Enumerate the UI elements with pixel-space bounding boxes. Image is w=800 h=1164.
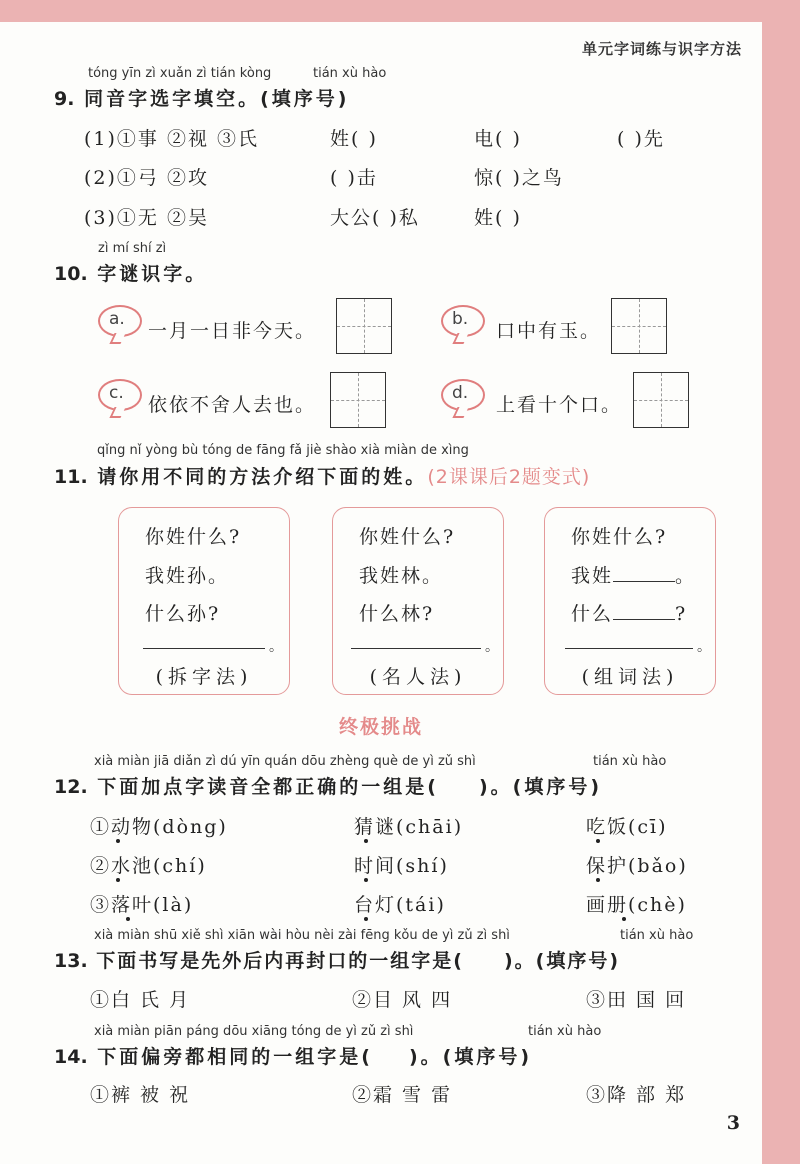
riddle-d-answer-grid[interactable] (633, 372, 689, 428)
q14-number: 14. (54, 1046, 88, 1068)
q12-dot-9 (622, 917, 626, 921)
card1-line1: 你姓什么? (145, 526, 242, 548)
q9-pinyin: tóng yīn zì xuǎn zì tián kòng (88, 66, 272, 81)
card3-end-mark: 。 (697, 639, 711, 655)
q12-r3c1: ③落叶(là) (90, 894, 194, 916)
q11-text: 请你用不同的方法介绍下面的姓。 (97, 466, 428, 488)
right-border (762, 0, 800, 1164)
q10-text: 字谜识字。 (97, 263, 208, 285)
q12-dot-7 (126, 917, 130, 921)
card3-method: (组词法) (581, 666, 679, 688)
q13-pinyin: xià miàn shū xiě shì xiān wài hòu nèi zài fēng kǒu de yì zǔ zì shì (94, 928, 510, 943)
q9-title (54, 84, 349, 111)
q13-option-1: ①白 氏 月 (90, 989, 191, 1011)
q13-text-a: 下面书写是先外后内再封口的一组字是( (96, 950, 464, 972)
riddle-a-answer-grid[interactable] (336, 298, 392, 354)
q11-number: 11. (54, 466, 88, 488)
q12-pinyin: xià miàn jiā diǎn zì dú yīn quán dōu zhèng què de yì zǔ shì (94, 754, 476, 769)
card3-line1: 你姓什么? (571, 526, 668, 548)
q9-row3-b[interactable]: 姓( ) (474, 207, 522, 229)
q13-number: 13. (54, 950, 88, 972)
card1-method: (拆字法) (155, 666, 253, 688)
riddle-b-answer-grid[interactable] (611, 298, 667, 354)
q13-option-2: ②目 风 四 (352, 989, 453, 1011)
riddle-d-text: 上看十个口。 (496, 394, 623, 416)
riddle-c-answer-grid[interactable] (330, 372, 386, 428)
q9-row2-options: (2)①弓 ②攻 (84, 167, 209, 189)
card3-line2 (571, 561, 696, 588)
q14-title (54, 1042, 532, 1069)
q12-r1c2: 猜谜(chāi) (354, 816, 464, 838)
card2-line3: 什么林? (359, 603, 435, 625)
card-split-method (118, 507, 290, 695)
riddle-c-bubble: c. (98, 379, 142, 411)
q12-dot-2 (364, 839, 368, 843)
card1-answer-line[interactable] (143, 648, 265, 649)
card3-line2-end: 。 (675, 565, 697, 587)
q12-r1c1: ①动物(dòng) (90, 816, 228, 838)
q13-text-b: )。(填序号) (503, 950, 621, 972)
q13-title (54, 946, 620, 973)
card1-end-mark: 。 (269, 639, 283, 655)
card3-line3 (571, 599, 687, 626)
q14-pinyin-b: tián xù hào (528, 1024, 602, 1039)
card3-line2-blank[interactable] (613, 563, 675, 582)
card3-line2-text: 我姓 (571, 565, 614, 587)
card2-end-mark: 。 (485, 639, 499, 655)
q9-row1-a[interactable]: 姓( ) (330, 128, 378, 150)
riddle-a-text: 一月一日非今天。 (148, 320, 317, 342)
q12-title (54, 772, 602, 799)
card3-line3-text: 什么 (571, 603, 614, 625)
chapter-header: 单元字词练与识字方法 (581, 40, 742, 58)
riddle-a-bubble: a. (98, 305, 142, 337)
q12-r3c2: 台灯(tái) (354, 894, 446, 916)
page-number: 3 (726, 1112, 740, 1134)
q12-dot-5 (364, 878, 368, 882)
q14-text-b: )。(填序号) (408, 1046, 533, 1068)
q12-text-a: 下面加点字读音全都正确的一组是( (97, 776, 439, 798)
q9-pinyin-b: tián xù hào (313, 66, 387, 81)
q12-dot-1 (116, 839, 120, 843)
card2-line2: 我姓林。 (359, 565, 444, 587)
q9-text: 同音字选字填空。(填序号) (84, 88, 350, 110)
q10-number: 10. (54, 263, 88, 285)
q14-option-1: ①裤 被 祝 (90, 1084, 191, 1106)
q10-title (54, 259, 207, 286)
q9-row1-c[interactable]: ( )先 (617, 128, 665, 150)
q9-number: 9. (54, 88, 75, 110)
q14-option-3: ③降 部 郑 (586, 1084, 687, 1106)
card3-line3-end: ? (675, 603, 688, 625)
q11-pinyin: qǐng nǐ yòng bù tóng de fāng fǎ jiè shào xià miàn de xìng (97, 443, 469, 458)
q12-dot-8 (364, 917, 368, 921)
q12-r2c2: 时间(shí) (354, 855, 449, 877)
q11-title (54, 462, 590, 489)
q14-pinyin: xià miàn piān páng dōu xiāng tóng de yì zǔ zì shì (94, 1024, 414, 1039)
q9-row2-b[interactable]: 惊( )之鸟 (474, 167, 564, 189)
q13-pinyin-b: tián xù hào (620, 928, 694, 943)
card3-line3-blank[interactable] (613, 601, 675, 620)
card1-line2: 我姓孙。 (145, 565, 230, 587)
card-famous-person-method (332, 507, 504, 695)
q9-row1-b[interactable]: 电( ) (474, 128, 522, 150)
card3-answer-line[interactable] (565, 648, 693, 649)
q12-dot-6 (596, 878, 600, 882)
q12-r1c3: 吃饭(cī) (586, 816, 668, 838)
q13-option-3: ③田 国 回 (586, 989, 687, 1011)
card1-line3: 什么孙? (145, 603, 221, 625)
q12-r2c1: ②水池(chí) (90, 855, 207, 877)
q12-dot-3 (596, 839, 600, 843)
riddle-b-bubble: b. (441, 305, 485, 337)
riddle-d-bubble: d. (441, 379, 485, 411)
q11-source: (2课课后2题变式) (427, 466, 591, 488)
card2-method: (名人法) (369, 666, 467, 688)
card-word-method (544, 507, 716, 695)
riddle-b-text: 口中有玉。 (496, 320, 602, 342)
q12-r2c3: 保护(bǎo) (586, 855, 688, 877)
card2-line1: 你姓什么? (359, 526, 456, 548)
q12-text-b: )。(填序号) (478, 776, 603, 798)
q9-row3-a[interactable]: 大公( )私 (330, 207, 420, 229)
q12-dot-4 (116, 878, 120, 882)
q10-pinyin: zì mí shí zì (98, 241, 167, 256)
q14-text-a: 下面偏旁都相同的一组字是( (97, 1046, 373, 1068)
q12-pinyin-b: tián xù hào (593, 754, 667, 769)
q9-row2-a[interactable]: ( )击 (330, 167, 378, 189)
q12-number: 12. (54, 776, 88, 798)
section-title: 终极挑战 (338, 716, 423, 738)
card2-answer-line[interactable] (351, 648, 481, 649)
top-border (0, 0, 800, 22)
q9-row1-options: (1)①事 ②视 ③氏 (84, 128, 259, 150)
q12-r3c3: 画册(chè) (586, 894, 687, 916)
q14-option-2: ②霜 雪 雷 (352, 1084, 453, 1106)
q9-row3-options: (3)①无 ②吴 (84, 207, 209, 229)
riddle-c-text: 依依不舍人去也。 (148, 394, 317, 416)
